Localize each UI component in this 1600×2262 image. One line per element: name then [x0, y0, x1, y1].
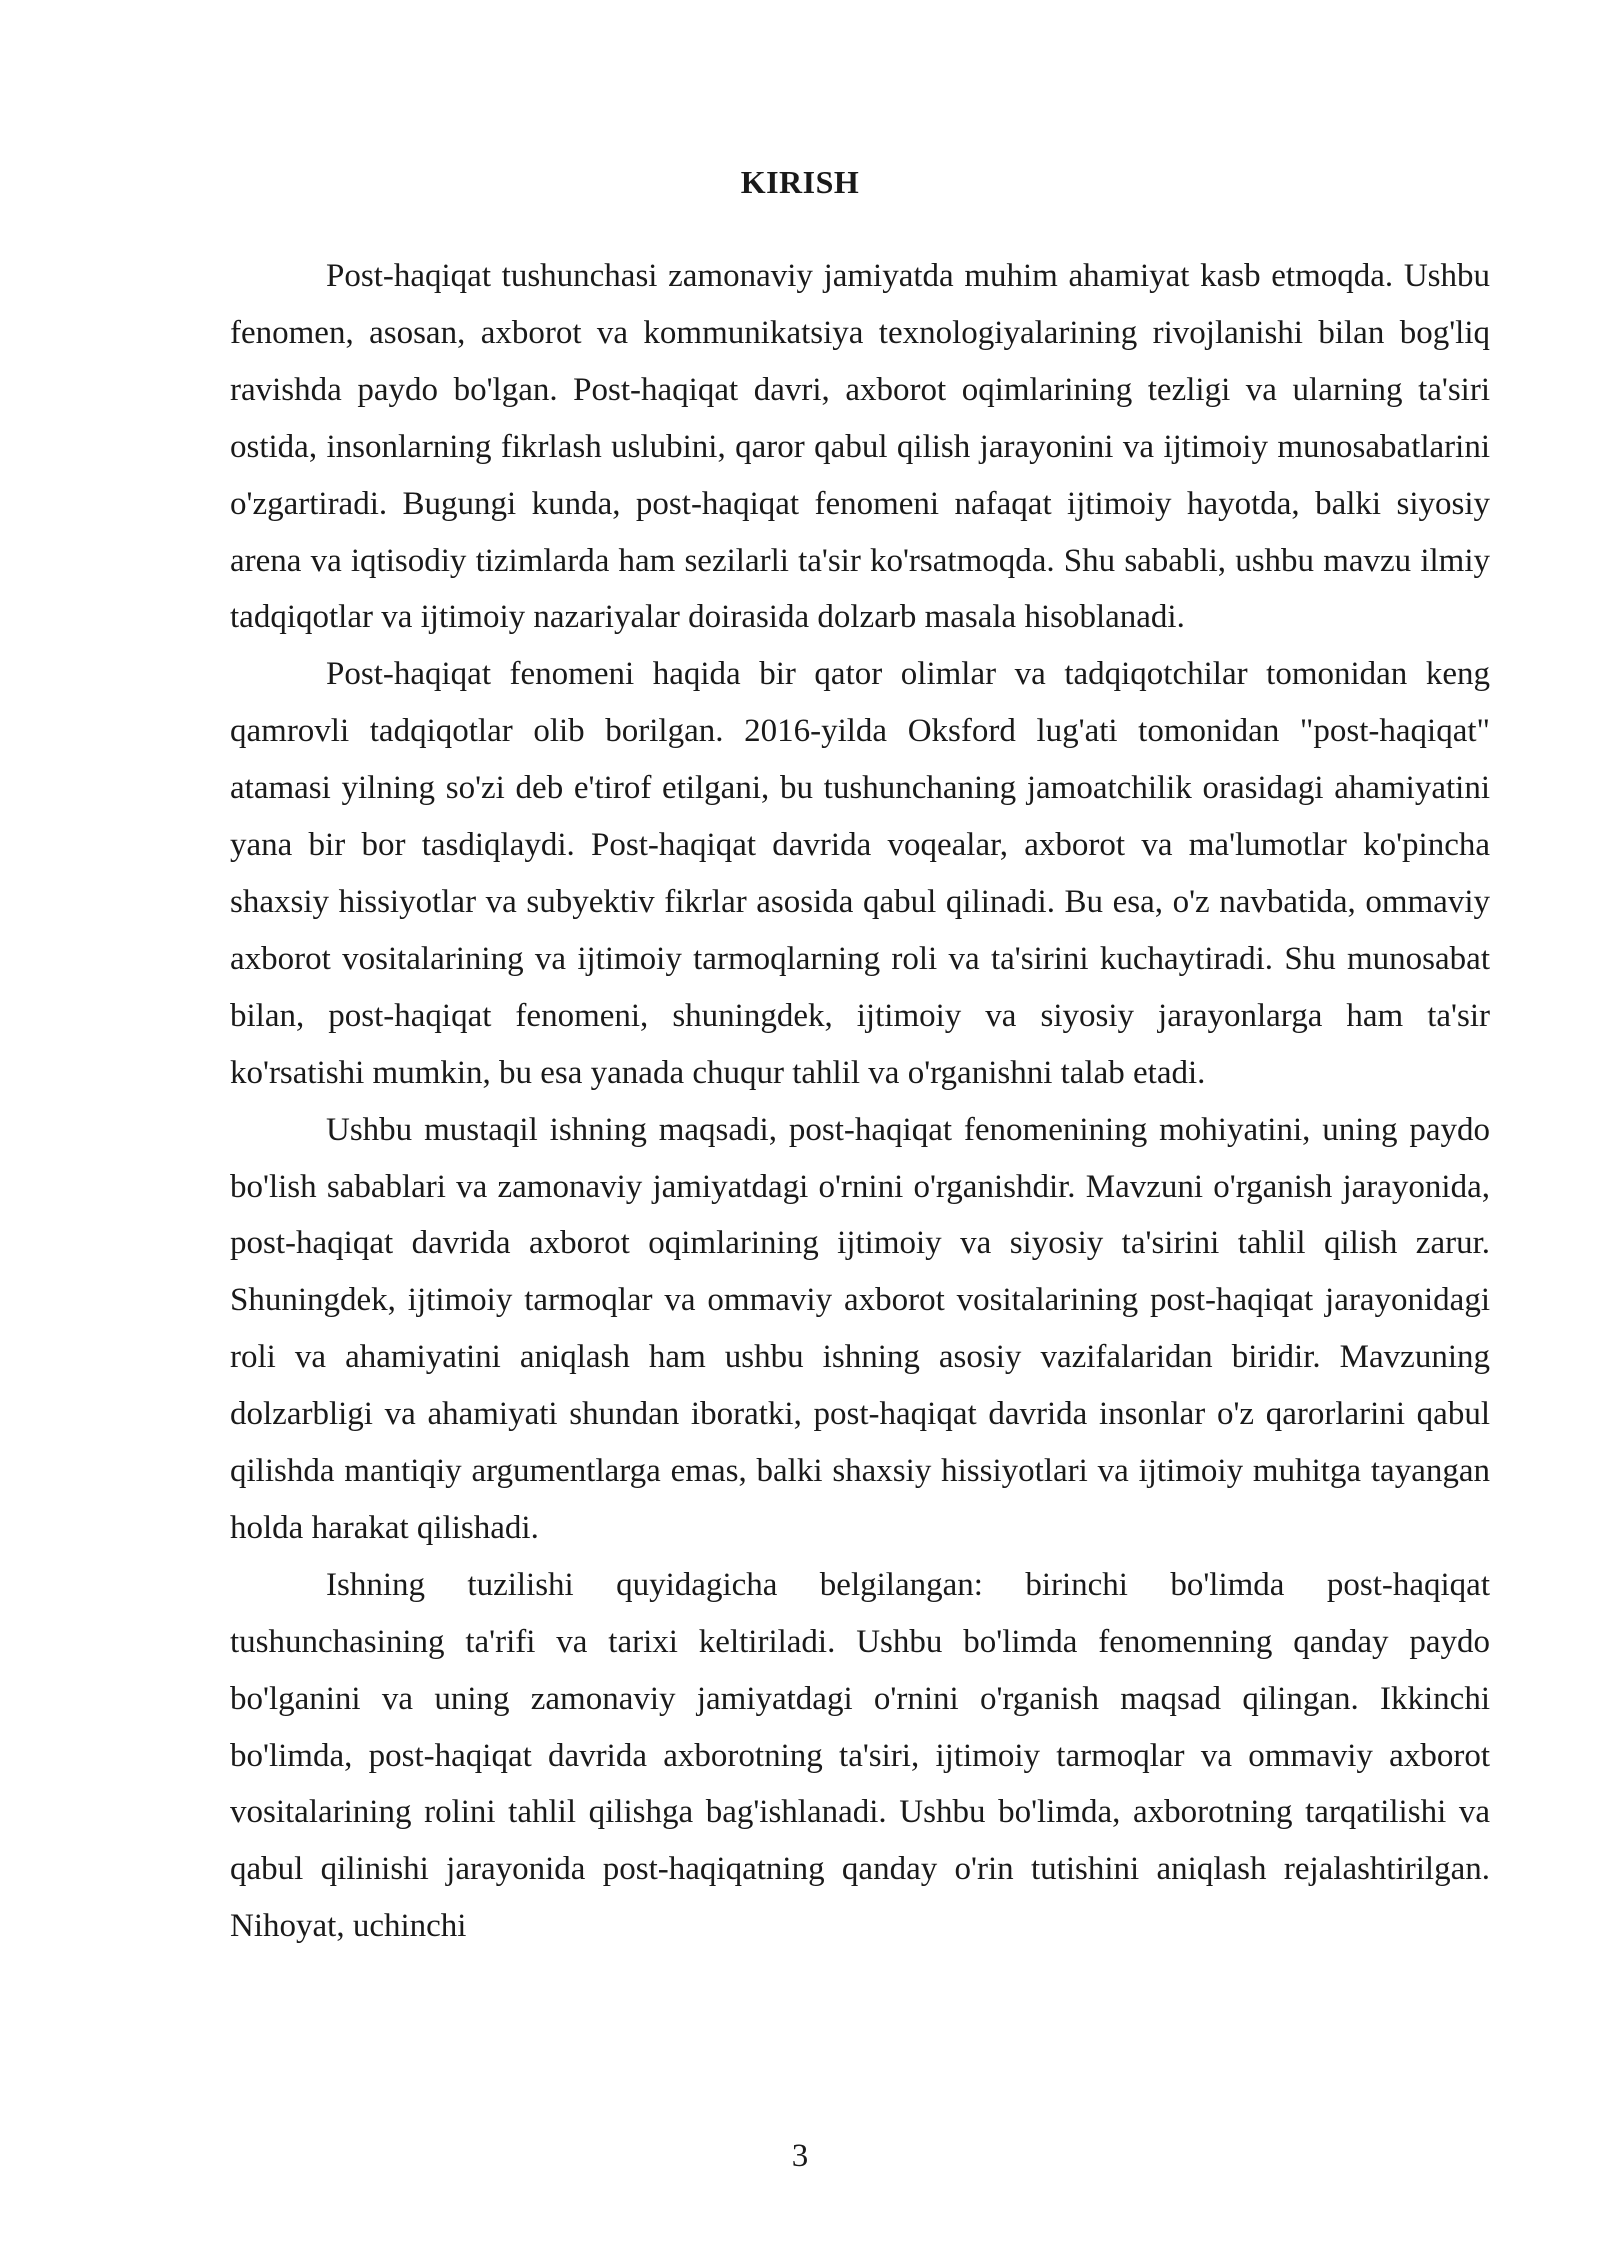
paragraph-4: Ishning tuzilishi quyidagicha belgilangan: birinchi bo'limda post-haqiqat tushunchasining ta'rifi va tarixi keltiriladi. Ushbu bo'limda fenomenning qanday paydo bo'lganini va uning zamonaviy jamiyatdagi o'rnini o'rganish maqsad qilingan. Ikkinchi bo'limda, post-haqiqat davrida axborotning ta'siri, ijtimoiy tarmoqlar va ommaviy axborot vositalarining rolini tahlil qilishga bag'ishlanadi. Ushbu bo'limda, axborotning tarqatilishi va qabul qilinishi jarayonida post-haqiqatning qanday o'rin tutishini aniqlash rejalashtirilgan. Nihoyat, uchinchi — [230, 1566, 1490, 1945]
paragraph-1: Post-haqiqat tushunchasi zamonaviy jamiyatda muhim ahamiyat kasb etmoqda. Ushbu fenomen, asosan, axborot va kommunikatsiya texnologiyalarining rivojlanishi bilan bog'liq ravishda paydo bo'lgan. Post-haqiqat davri, axborot oqimlarining tezligi va ularning ta'siri ostida, insonlarning fikrlash uslubini, qaror qabul qilish jarayonini va ijtimoiy munosabatlarini o'zgartiradi. Bugungi kunda, post-haqiqat fenomeni nafaqat ijtimoiy hayotda, balki siyosiy arena va iqtisodiy tizimlarda ham sezilarli ta'sir ko'rsatmoqda. Shu sababli, ushbu mavzu ilmiy tadqiqotlar va ijtimoiy nazariyalar doirasida dolzarb masala hisoblanadi. — [230, 258, 1490, 636]
page-number: 3 — [791, 2138, 809, 2174]
body-text — [230, 248, 1490, 1955]
paragraph-2: Post-haqiqat fenomeni haqida bir qator olimlar va tadqiqotchilar tomonidan keng qamrovli tadqiqotlar olib borilgan. 2016-yilda Oksford lug'ati tomonidan "post-haqiqat" atamasi yilning so'zi deb e'tirof etilgani, bu tushunchaning jamoatchilik orasidagi ahamiyatini yana bir bor tasdiqlaydi. Post-haqiqat davrida voqealar, axborot va ma'lumotlar ko'pincha shaxsiy hissiyotlar va subyektiv fikrlar asosida qabul qilinadi. Bu esa, o'z navbatida, ommaviy axborot vositalarining va ijtimoiy tarmoqlarning roli va ta'sirini kuchaytiradi. Shu munosabat bilan, post-haqiqat fenomeni, shuningdek, ijtimoiy va siyosiy jarayonlarga ham ta'sir ko'rsatishi mumkin, bu esa yanada chuqur tahlil va o'rganishni talab etadi. — [230, 656, 1490, 1091]
section-heading: KIRISH — [740, 164, 860, 200]
paragraph-3: Ushbu mustaqil ishning maqsadi, post-haqiqat fenomenining mohiyatini, uning paydo bo'lish sabablari va zamonaviy jamiyatdagi o'rnini o'rganishdir. Mavzuni o'rganish jarayonida, post-haqiqat davrida axborot oqimlarining ijtimoiy va siyosiy ta'sirini tahlil qilish zarur. Shuningdek, ijtimoiy tarmoqlar va ommaviy axborot vositalarining post-haqiqat jarayonidagi roli va ahamiyatini aniqlash ham ushbu ishning asosiy vazifalaridan biridir. Mavzuning dolzarbligi va ahamiyati shundan iboratki, post-haqiqat davrida insonlar o'z qarorlarini qabul qilishda mantiqiy argumentlarga emas, balki shaxsiy hissiyotlari va ijtimoiy muhitga tayangan holda harakat qilishadi. — [230, 1111, 1490, 1546]
